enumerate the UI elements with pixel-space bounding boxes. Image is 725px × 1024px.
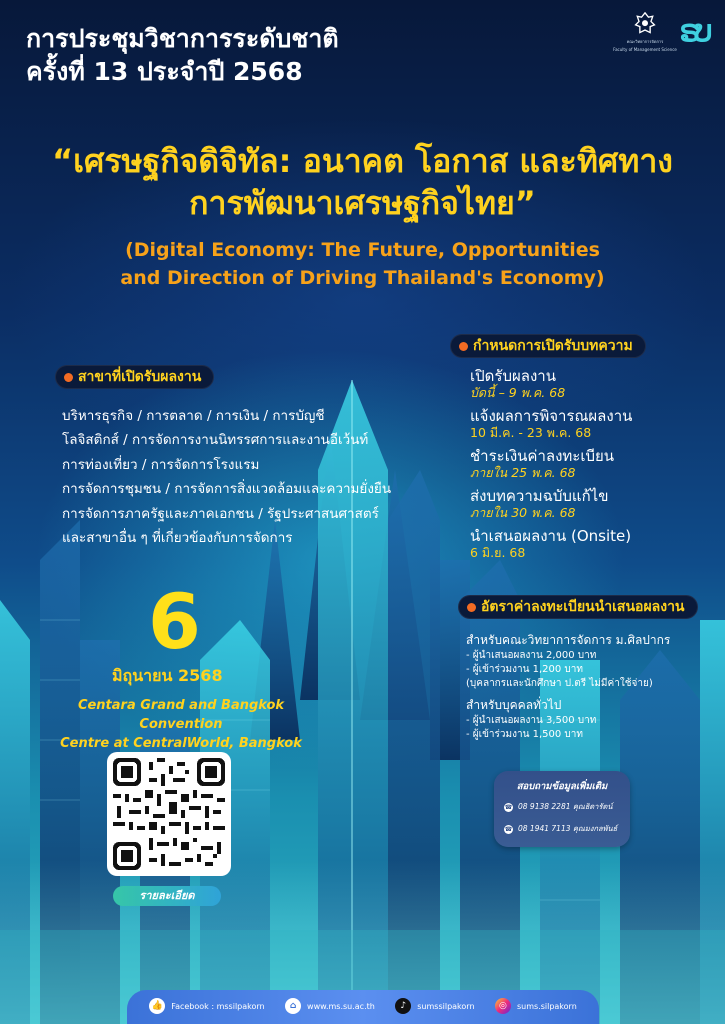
schedule-item-label: เปิดรับผลงาน: [470, 367, 556, 385]
tiktok-link[interactable]: [395, 998, 474, 1014]
list-item: การท่องเที่ยว / การจัดการโรงแรม: [62, 456, 260, 473]
thumbs-up-icon: 👍: [149, 998, 165, 1014]
event-venue-line1: Centara Grand and Bangkok Convention: [77, 698, 285, 732]
schedule-list: [470, 367, 710, 567]
faculty-emblem-icon: [632, 12, 658, 36]
event-venue: [36, 696, 326, 753]
phone-icon: ☎: [504, 803, 513, 811]
schedule-item-label: ส่งบทความฉบับแก้ไข: [470, 487, 609, 505]
facebook-label: Facebook : mssilpakorn: [171, 1001, 265, 1011]
contact-title: สอบถามข้อมูลเพิ่มเติม: [516, 781, 608, 792]
anniversary-logo: ຣບ: [679, 14, 707, 49]
event-day: 6: [148, 577, 201, 666]
schedule-item-date: ภายใน 25 พ.ค. 68: [470, 465, 576, 480]
schedule-item: [470, 527, 710, 561]
fees-group-title: สำหรับบุคคลทั่วไป: [466, 698, 562, 712]
fees-list: [466, 632, 716, 742]
fees-item: - ผู้นำเสนอผลงาน 2,000 บาท: [466, 650, 597, 661]
fees-group-title: สำหรับคณะวิทยาการจัดการ ม.ศิลปากร: [466, 633, 671, 647]
schedule-item: [470, 367, 710, 401]
theme-headline: [0, 140, 725, 224]
website-link[interactable]: [285, 998, 375, 1014]
detail-button[interactable]: รายละเอียด: [113, 886, 221, 906]
website-label: www.ms.su.ac.th: [307, 1001, 375, 1011]
instagram-icon: ◎: [495, 998, 511, 1014]
bullet-dot-icon: [64, 373, 73, 382]
qr-code-icon: [113, 758, 225, 870]
faculty-logo-text: คณะวิทยาการจัดการ: [626, 39, 664, 44]
list-item: การจัดการภาครัฐและภาคเอกชน / รัฐประศาสนศาสตร์: [62, 505, 379, 522]
list-item: และสาขาอื่น ๆ ที่เกี่ยวข้องกับการจัดการ: [62, 530, 293, 547]
schedule-item-date: 10 มี.ค. - 23 พ.ค. 68: [470, 425, 592, 440]
contact-phone-1: 08 9138 2281 คุณธิดารัตน์: [518, 802, 613, 811]
event-month-year: มิถุนายน 2568: [112, 666, 223, 685]
tiktok-icon: ♪: [395, 998, 411, 1014]
schedule-item-label: ชำระเงินค่าลงทะเบียน: [470, 447, 615, 465]
schedule-item: [470, 407, 710, 441]
fees-item: - ผู้นำเสนอผลงาน 3,500 บาท: [466, 715, 597, 726]
schedule-section-label: [450, 334, 646, 358]
theme-english-line2: and Direction of Driving Thailand's Economy): [120, 267, 605, 289]
home-icon: ⌂: [285, 998, 301, 1014]
list-item: โลจิสติกส์ / การจัดการงานนิทรรศการและงานอีเว้นท์: [62, 432, 369, 449]
schedule-item: [470, 487, 710, 521]
instagram-link[interactable]: [495, 998, 577, 1014]
schedule-item: [470, 447, 710, 481]
bullet-dot-icon: [467, 603, 476, 612]
fees-item: - ผู้เข้าร่วมงาน 1,200 บาท: [466, 664, 583, 675]
list-item: บริหารธุรกิจ / การตลาด / การเงิน / การบัญชี: [62, 408, 325, 424]
logo-group: [613, 10, 713, 54]
contact-phone-row[interactable]: [504, 823, 617, 835]
fields-list: [62, 404, 391, 550]
conference-title-line2: ครั้งที่ 13 ประจำปี 2568: [26, 57, 303, 86]
fees-section-label-text: อัตราค่าลงทะเบียนนำเสนอผลงาน: [481, 599, 685, 615]
theme-headline-line2: การพัฒนาเศรษฐกิจไทย”: [189, 184, 536, 222]
schedule-item-date: ภายใน 30 พ.ค. 68: [470, 505, 576, 520]
qr-code[interactable]: [107, 752, 231, 876]
tiktok-label: sumssilpakorn: [417, 1001, 475, 1011]
fees-section-label: [458, 595, 698, 619]
fields-section-label: [55, 365, 214, 389]
list-item: การจัดการชุมชน / การจัดการสิ่งแวดล้อมและความยั่งยืน: [62, 481, 392, 498]
schedule-item-label: แจ้งผลการพิจารณผลงาน: [470, 407, 633, 425]
facebook-link[interactable]: [149, 998, 264, 1014]
contact-box: [494, 771, 630, 847]
fields-section-label-text: สาขาที่เปิดรับผลงาน: [78, 369, 202, 385]
theme-english-line1: (Digital Economy: The Future, Opportunities: [125, 239, 600, 261]
event-venue-line2: Centre at CentralWorld, Bangkok: [60, 736, 302, 751]
fees-item: (บุคลากรและนักศึกษา ป.ตรี ไม่มีค่าใช้จ่าย): [466, 678, 653, 689]
instagram-label: sums.silpakorn: [516, 1001, 577, 1011]
contact-phone-2: 08 1941 7113 คุณมงกลพันธ์: [518, 824, 618, 833]
theme-headline-line1: “เศรษฐกิจดิจิทัล: อนาคต โอกาส และทิศทาง: [52, 142, 673, 180]
fees-item: - ผู้เข้าร่วมงาน 1,500 บาท: [466, 729, 583, 740]
theme-english: [0, 236, 725, 292]
conference-title-line1: การประชุมวิชาการระดับชาติ: [26, 24, 339, 53]
social-footer: [127, 990, 599, 1024]
schedule-item-label: นำเสนอผลงาน (Onsite): [470, 527, 632, 545]
schedule-section-label-text: กำหนดการเปิดรับบทความ: [473, 338, 633, 354]
schedule-item-date: 6 มิ.ย. 68: [470, 545, 526, 560]
conference-title: [26, 22, 339, 88]
schedule-item-date: บัดนี้ – 9 พ.ค. 68: [470, 385, 566, 400]
bullet-dot-icon: [459, 342, 468, 351]
faculty-logo: [613, 12, 677, 52]
contact-phone-row[interactable]: [504, 801, 613, 813]
faculty-logo-subtext: Faculty of Management Science: [613, 47, 677, 52]
phone-icon: ☎: [504, 825, 513, 833]
